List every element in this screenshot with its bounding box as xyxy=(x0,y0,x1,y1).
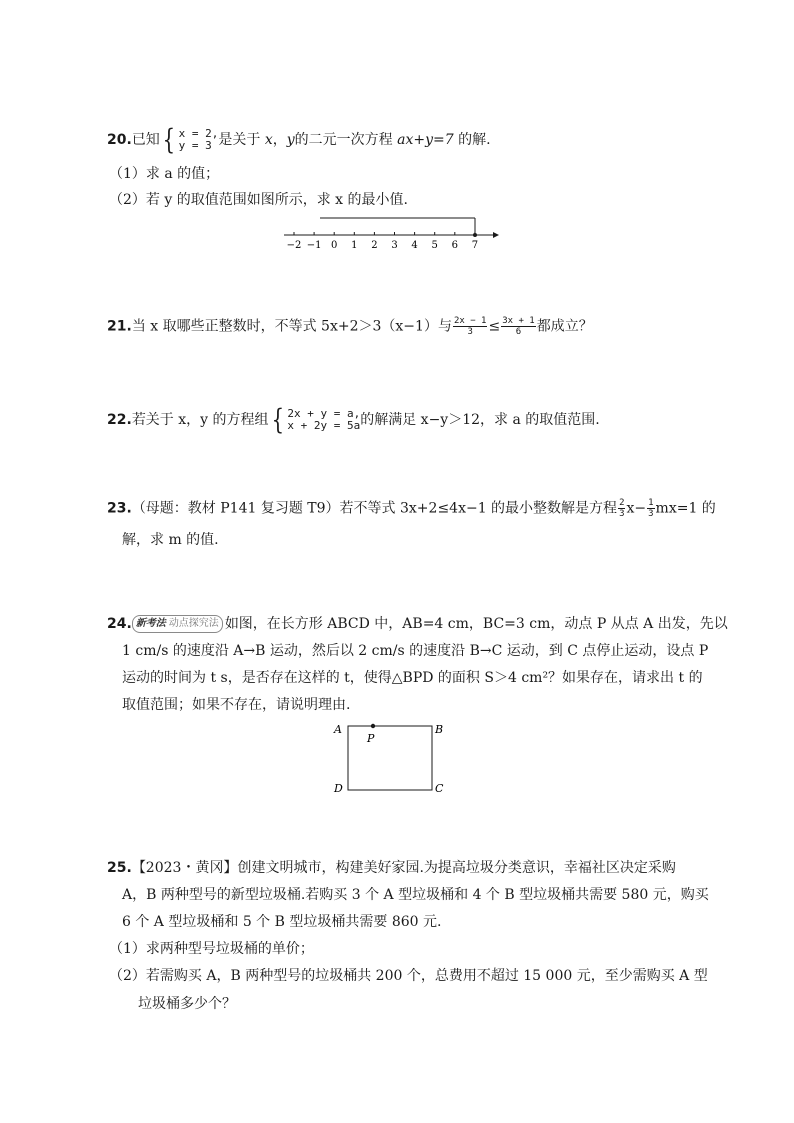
q24-line1-wrap xyxy=(107,614,728,634)
q20-number-line xyxy=(280,212,500,252)
q23-number: 23. xyxy=(107,500,132,517)
q24-line1: 如图，在长方形 ABCD 中，AB=4 cm，BC=3 cm，动点 P 从点 A 出发，先以 xyxy=(224,616,728,632)
q20-mid: 的二元一次方程 xyxy=(294,132,393,148)
q20-part2: （2）若 y 的取值范围如图所示，求 x 的最小值. xyxy=(109,192,408,208)
q23-frac2 xyxy=(647,498,654,519)
tick-label: 6 xyxy=(451,240,458,251)
q20-end: 的解. xyxy=(458,132,491,148)
q25-line1: 【2023・黄冈】创建文明城市，构建美好家园.为提高垃圾分类意识，幸福社区决定采购 xyxy=(131,860,676,876)
q21-frac1-num: 2x − 1 xyxy=(453,316,487,326)
q20-var-y: y xyxy=(286,132,295,148)
q21-frac2-num: 3x + 1 xyxy=(502,316,535,326)
label-a: A xyxy=(334,723,342,736)
q23-frac1-num: 2 xyxy=(619,498,625,508)
q22-sys-row2: x + 2y = 5a xyxy=(287,419,361,432)
tick-label: 1 xyxy=(351,240,358,251)
q20-part1: （1）求 a 的值； xyxy=(109,166,220,182)
q23-frac1-den: 3 xyxy=(619,509,625,519)
q20-equation: ax+y=7 xyxy=(397,132,454,148)
q21-number: 21. xyxy=(107,318,132,335)
q23-frac1 xyxy=(618,498,625,519)
tick-label: −1 xyxy=(306,240,322,251)
rectangle-abcd xyxy=(348,726,432,790)
q23-stem xyxy=(107,498,716,519)
q25-line3: 6 个 A 型垃圾桶和 5 个 B 型垃圾桶共需要 860 元. xyxy=(122,914,442,930)
q23-frac2-den: 3 xyxy=(648,509,654,519)
q25-part1: （1）求两种型号垃圾桶的单价； xyxy=(109,941,314,957)
q24-line4: 取值范围；如果不存在，请说明理由. xyxy=(122,697,351,713)
tick-label: 0 xyxy=(331,240,338,251)
q20-sys-row2: y = 3 xyxy=(178,139,212,152)
q23-text2: mx=1 的 xyxy=(655,500,716,517)
tick-label: 7 xyxy=(471,240,479,251)
q22-stem xyxy=(107,403,600,436)
q25-part2-line2: 垃圾桶多少个？ xyxy=(138,996,236,1012)
q22-number: 22. xyxy=(107,412,132,428)
q25-line1-wrap xyxy=(107,858,676,878)
tick-label: 4 xyxy=(411,240,418,251)
q22-sys-row1: 2x + y = a, xyxy=(287,407,361,420)
q22-text2: 的解满足 x−y＞12，求 a 的取值范围. xyxy=(360,412,600,428)
tick-label: 5 xyxy=(431,240,438,251)
q24-line3: 运动的时间为 t s，是否存在这样的 t，使得△BPD 的面积 S＞4 cm²？如果存在，请求出 t 的 xyxy=(122,670,703,686)
q21-stem xyxy=(107,316,593,337)
q21-frac2 xyxy=(501,316,536,337)
q20-stem xyxy=(107,123,491,156)
tick-label: −2 xyxy=(286,240,302,251)
q24-rectangle-diagram xyxy=(328,716,458,800)
q25-part2-line1: （2）若需购买 A，B 两种型号的垃圾桶共 200 个，总费用不超过 15 000 元，至少需购买 A 型 xyxy=(109,968,708,984)
q24-badge xyxy=(132,615,223,633)
q20-sys-row1: x = 2, xyxy=(178,127,219,140)
q23-frac2-num: 1 xyxy=(648,498,654,508)
label-b: B xyxy=(435,723,444,736)
label-d: D xyxy=(334,782,343,795)
q25-line2: A，B 两种型号的新型垃圾桶.若购买 3 个 A 型垃圾桶和 4 个 B 型垃圾桶共需要 580 元，购买 xyxy=(122,887,709,903)
q20-system xyxy=(160,123,219,156)
q21-le: ≤ xyxy=(488,318,501,335)
label-p: P xyxy=(367,732,375,745)
q23-mid: x− xyxy=(626,500,647,517)
axis-arrow-icon xyxy=(493,232,499,238)
q20-post: 是关于 xyxy=(218,132,261,148)
tick-label: 2 xyxy=(371,240,378,251)
point-p-dot xyxy=(371,724,375,728)
q21-frac2-den: 6 xyxy=(515,327,522,337)
q24-number: 24. xyxy=(107,616,132,632)
q20-var-x: x xyxy=(264,132,273,148)
tick-label: 3 xyxy=(391,240,398,251)
brace-symbol-icon: { xyxy=(271,403,284,436)
q25-number: 25. xyxy=(107,860,132,876)
q20-comma: ， xyxy=(272,132,287,148)
label-c: C xyxy=(435,782,444,795)
q24-line2: 1 cm/s 的速度沿 A→B 运动，然后以 2 cm/s 的速度沿 B→C 运动，到 C 点停止运动，设点 P xyxy=(122,643,709,659)
q21-frac1-den: 3 xyxy=(467,327,473,337)
q20-pre: 已知 xyxy=(131,132,160,148)
q23-line2: 解，求 m 的值. xyxy=(122,532,219,548)
q22-text1: 若关于 x，y 的方程组 xyxy=(131,412,269,428)
badge-new-method: 新考法 xyxy=(135,618,166,629)
q23-text1: （母题：教材 P141 复习题 T9）若不等式 3x+2≤4x−1 的最小整数解是方程 xyxy=(131,500,618,517)
q22-system xyxy=(269,403,361,436)
q21-text1: 当 x 取哪些正整数时，不等式 5x+2＞3（x−1）与 xyxy=(131,318,452,335)
badge-moving-point: 动点探究法 xyxy=(168,618,219,629)
q21-text2: 都成立？ xyxy=(536,318,593,335)
q21-frac1 xyxy=(453,316,488,337)
brace-symbol-icon: { xyxy=(162,123,175,156)
q20-number: 20. xyxy=(107,132,132,148)
